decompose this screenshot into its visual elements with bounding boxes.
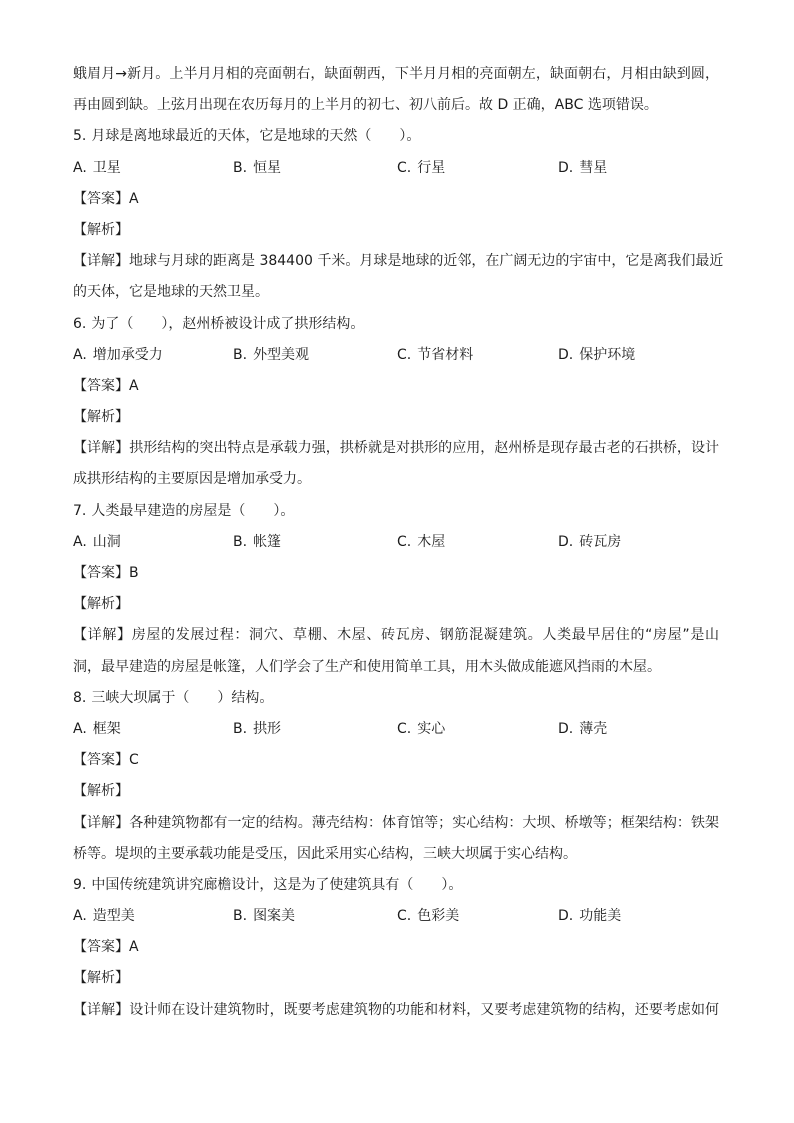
detail-text: 房屋的发展过程：洞穴、草棚、木屋、砖瓦房、钢筋混凝建筑。人类最早居住的“房屋”是山 <box>131 627 719 644</box>
option-d <box>558 153 607 184</box>
intro-line: 再由圆到缺。上弦月出现在农历每月的上半月的初七、初八前后。故 D 正确，ABC 选项错误。 <box>73 97 658 114</box>
detail-label: 【详解】 <box>73 814 130 831</box>
options-row <box>73 901 719 932</box>
option-text: 造型美 <box>92 908 135 925</box>
option-d <box>558 340 635 371</box>
option-letter: A. <box>73 908 87 925</box>
option-text: 框架 <box>92 720 121 737</box>
answer-label: 【答案】 <box>73 752 129 769</box>
detail-line <box>73 620 719 651</box>
option-letter: A. <box>73 346 87 363</box>
detail-line: 成拱形结构的主要原因是增加承受力。 <box>73 471 311 488</box>
analysis-heading <box>73 776 719 807</box>
option-letter: B. <box>233 908 248 925</box>
question-stem <box>73 683 719 714</box>
option-text: 功能美 <box>579 908 622 925</box>
option-a <box>73 901 135 932</box>
option-text: 彗星 <box>579 159 608 176</box>
detail-label: 【详解】 <box>73 627 132 644</box>
option-b <box>233 527 281 558</box>
option-letter: D. <box>558 720 574 737</box>
intro-line: 蛾眉月→新月。上半月月相的亮面朝右，缺面朝西，下半月月相的亮面朝左，缺面朝右，月相由缺到圆， <box>73 66 719 82</box>
option-text: 色彩美 <box>417 908 460 925</box>
question-text: 人类最早建造的房屋是（ ）。 <box>91 502 295 519</box>
detail-line: 洞，最早建造的房屋是帐篷，人们学会了生产和使用简单工具，用木头做成能遮风挡雨的木屋。 <box>73 658 661 675</box>
option-c <box>397 714 445 745</box>
option-b <box>233 153 281 184</box>
option-letter: D. <box>558 346 574 363</box>
analysis-label: 【解析】 <box>73 783 129 800</box>
option-letter: A. <box>73 720 87 737</box>
option-text: 实心 <box>417 720 446 737</box>
question-stem <box>73 496 719 527</box>
analysis-heading <box>73 402 719 433</box>
detail-label: 【详解】 <box>73 253 129 270</box>
answer-line <box>73 371 719 402</box>
answer-label: 【答案】 <box>73 939 129 956</box>
question-number: 6. <box>73 315 87 332</box>
question-text: 三峡大坝属于（ ）结构。 <box>91 689 274 706</box>
option-c <box>397 527 445 558</box>
option-text: 外型美观 <box>253 346 310 363</box>
question-number: 5. <box>73 128 87 145</box>
answer-line <box>73 932 719 963</box>
answer-value: A <box>129 190 139 207</box>
options-row <box>73 714 719 745</box>
option-letter: D. <box>558 533 574 550</box>
analysis-label: 【解析】 <box>73 409 129 426</box>
option-d <box>558 714 607 745</box>
question-number: 9. <box>73 876 87 893</box>
option-d <box>558 527 621 558</box>
answer-value: A <box>129 939 139 956</box>
option-text: 行星 <box>417 159 446 176</box>
options-row <box>73 527 719 558</box>
answer-label: 【答案】 <box>73 565 129 581</box>
option-d <box>558 901 621 932</box>
analysis-label: 【解析】 <box>73 970 129 987</box>
analysis-heading <box>73 589 719 620</box>
answer-value: C <box>129 752 139 769</box>
options-row <box>73 153 719 184</box>
question-text: 中国传统建筑讲究廊檐设计，这是为了使建筑具有（ ）。 <box>91 876 463 893</box>
option-letter: C. <box>397 346 412 363</box>
question-7 <box>73 496 719 683</box>
option-a <box>73 340 163 371</box>
option-letter: B. <box>233 346 248 363</box>
option-text: 恒星 <box>253 159 282 176</box>
option-b <box>233 901 295 932</box>
question-9 <box>73 870 719 1026</box>
option-letter: D. <box>558 159 574 176</box>
option-a <box>73 714 121 745</box>
option-a <box>73 153 121 184</box>
option-text: 薄壳 <box>579 720 608 737</box>
option-text: 保护环境 <box>579 346 636 363</box>
question-text: 月球是离地球最近的天体，它是地球的天然（ ）。 <box>91 128 421 145</box>
option-text: 木屋 <box>417 533 446 550</box>
question-8 <box>73 683 719 870</box>
detail-label: 【详解】 <box>73 440 130 457</box>
option-letter: C. <box>397 533 412 550</box>
option-letter: B. <box>233 533 248 550</box>
answer-value: A <box>129 377 139 394</box>
detail-line <box>73 808 719 839</box>
option-letter: B. <box>233 159 248 176</box>
detail-text: 各种建筑物都有一定的结构。薄壳结构：体育馆等；实心结构：大坝、桥墩等；框架结构：铁架 <box>129 814 720 831</box>
option-a <box>73 527 121 558</box>
option-letter: C. <box>397 159 412 176</box>
detail-line <box>73 246 724 277</box>
option-text: 节省材料 <box>417 346 474 363</box>
answer-line <box>73 745 719 776</box>
answer-label: 【答案】 <box>73 190 129 207</box>
question-number: 8. <box>73 689 87 706</box>
question-stem <box>73 870 719 901</box>
option-letter: A. <box>73 159 87 176</box>
answer-line <box>73 184 719 215</box>
answer-value: B <box>129 565 139 581</box>
question-text: 为了（ ），赵州桥被设计成了拱形结构。 <box>91 315 365 332</box>
analysis-label: 【解析】 <box>73 596 129 613</box>
option-letter: D. <box>558 908 574 925</box>
detail-text: 拱形结构的突出特点是承载力强，拱桥就是对拱形的应用，赵州桥是现存最古老的石拱桥，设计 <box>129 440 720 457</box>
detail-line: 桥等。堤坝的主要承载功能是受压，因此采用实心结构，三峡大坝属于实心结构。 <box>73 845 577 862</box>
option-letter: B. <box>233 720 248 737</box>
option-text: 拱形 <box>253 720 282 737</box>
analysis-heading <box>73 963 719 994</box>
option-b <box>233 340 309 371</box>
option-letter: A. <box>73 533 87 550</box>
question-number: 7. <box>73 502 87 519</box>
question-6 <box>73 309 719 496</box>
analysis-heading <box>73 215 719 246</box>
detail-text: 地球与月球的距离是 384400 千米。月球是地球的近邻，在广阔无边的宇宙中，它是离我们最近 <box>129 253 724 270</box>
detail-line <box>73 995 719 1026</box>
detail-label: 【详解】 <box>73 1001 130 1018</box>
option-c <box>397 340 473 371</box>
answer-line <box>73 558 719 589</box>
option-text: 帐篷 <box>253 533 282 550</box>
option-letter: C. <box>397 720 412 737</box>
option-b <box>233 714 281 745</box>
option-text: 图案美 <box>253 908 296 925</box>
detail-text: 设计师在设计建筑物时，既要考虑建筑物的功能和材料，又要考虑建筑物的结构，还要考虑如何 <box>129 1001 720 1018</box>
options-row <box>73 340 719 371</box>
question-5 <box>73 121 724 308</box>
question-stem <box>73 309 719 340</box>
option-letter: C. <box>397 908 412 925</box>
answer-label: 【答案】 <box>73 377 129 394</box>
option-text: 卫星 <box>92 159 121 176</box>
detail-line: 的天体，它是地球的天然卫星。 <box>73 284 269 301</box>
option-text: 增加承受力 <box>92 346 163 363</box>
option-c <box>397 153 445 184</box>
option-text: 砖瓦房 <box>579 533 622 550</box>
analysis-label: 【解析】 <box>73 221 129 238</box>
option-text: 山洞 <box>92 533 121 550</box>
page-content <box>73 59 724 1026</box>
question-stem <box>73 121 719 152</box>
detail-line <box>73 433 719 464</box>
option-c <box>397 901 459 932</box>
